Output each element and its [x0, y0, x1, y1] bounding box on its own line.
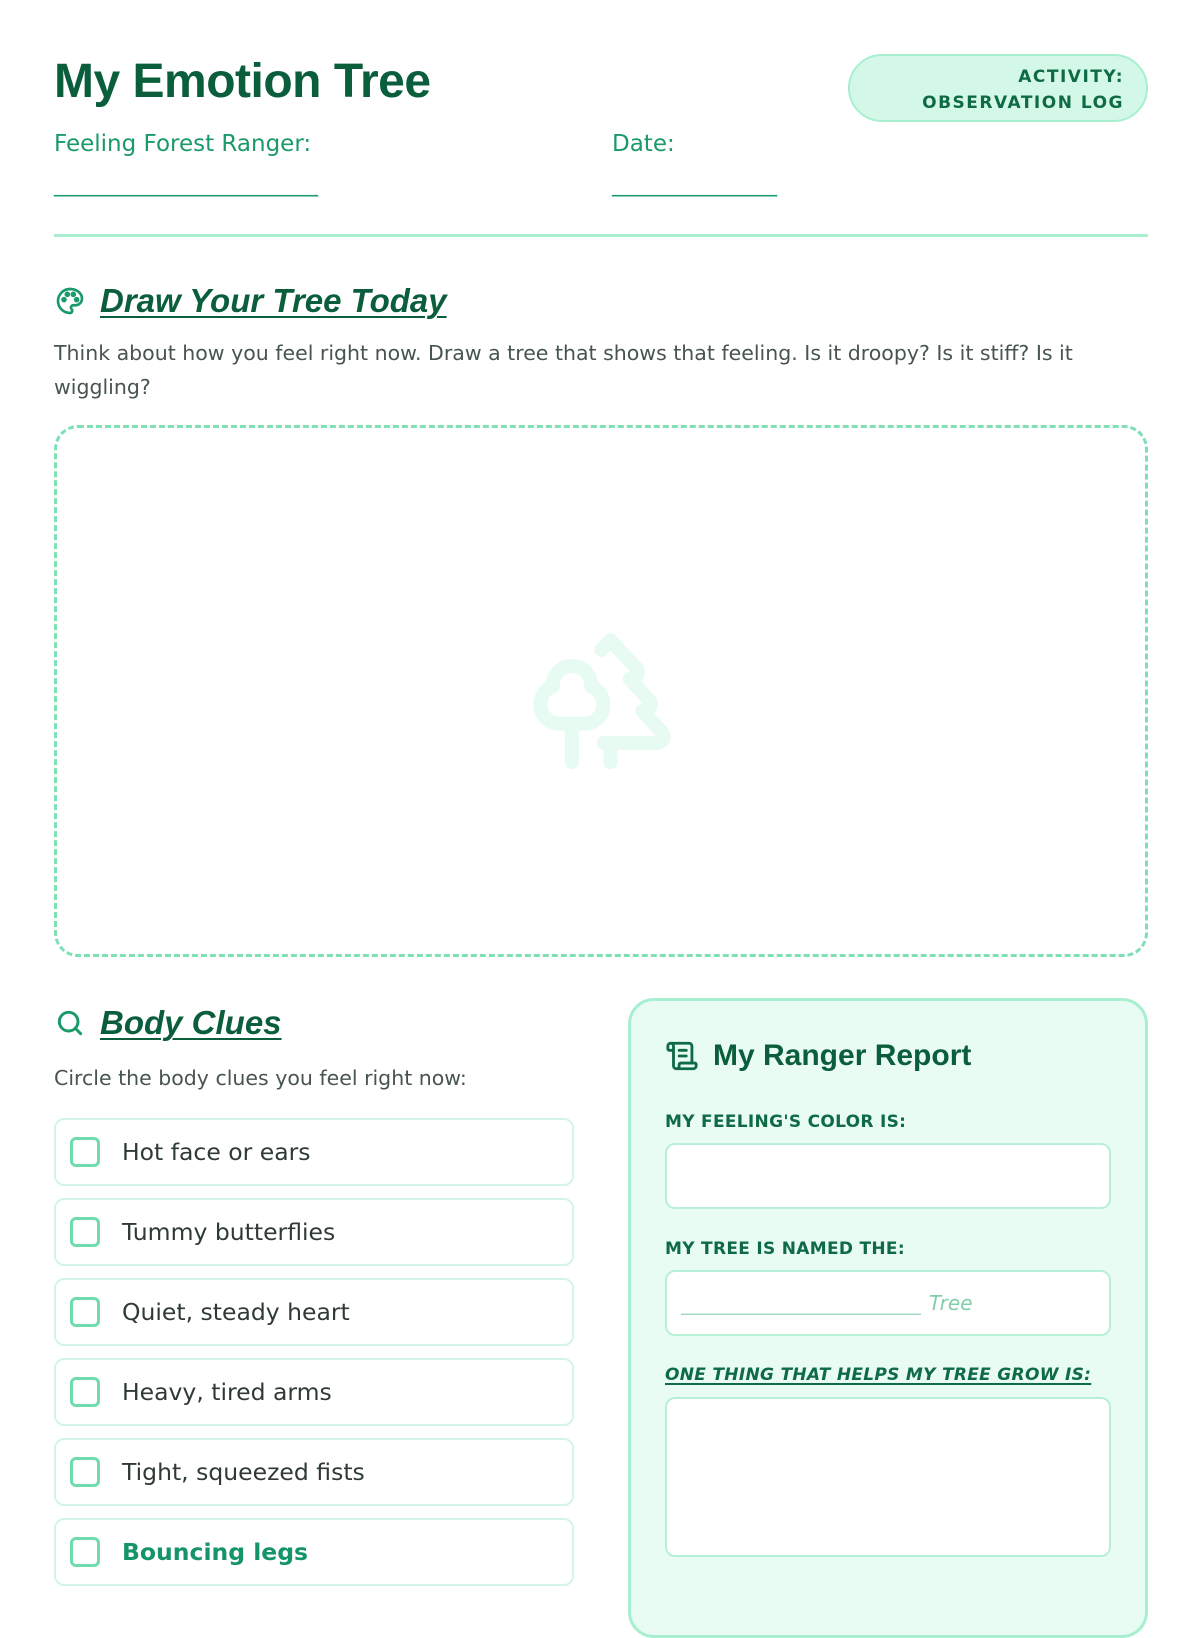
- feeling-color-label: MY FEELING'S COLOR IS:: [665, 1112, 907, 1132]
- ranger-report-card: [628, 998, 1148, 1638]
- clue-label: Tight, squeezed fists: [122, 1458, 365, 1486]
- clue-item-tired-arms[interactable]: [54, 1358, 574, 1426]
- ranger-report-title: My Ranger Report: [713, 1039, 972, 1072]
- clue-checkbox[interactable]: [70, 1537, 100, 1567]
- feeling-color-input[interactable]: [665, 1143, 1111, 1209]
- activity-badge: [848, 54, 1148, 122]
- body-clues-title: Body Clues: [100, 1004, 282, 1041]
- scroll-icon: [665, 1039, 699, 1073]
- clue-checkbox[interactable]: [70, 1137, 100, 1167]
- clue-label: Tummy butterflies: [122, 1218, 336, 1246]
- draw-instructions: Think about how you feel right now. Draw a tree that shows that feeling. Is it droopy? Is it stiff? Is it wiggling?: [54, 341, 1073, 399]
- ranger-name-label: Feeling Forest Ranger:: [54, 131, 312, 157]
- clue-label: Hot face or ears: [122, 1138, 311, 1166]
- tree-name-label: MY TREE IS NAMED THE:: [665, 1239, 905, 1259]
- clue-checkbox[interactable]: [70, 1457, 100, 1487]
- body-clues-list: [54, 1118, 574, 1598]
- tree-name-input[interactable]: [665, 1270, 1111, 1336]
- page-title: My Emotion Tree: [54, 55, 431, 108]
- clue-label: Quiet, steady heart: [122, 1298, 350, 1326]
- ranger-report-heading: [665, 1039, 971, 1073]
- date-label: Date:: [612, 131, 675, 157]
- header-divider: [54, 234, 1148, 237]
- badge-line-activity: ACTIVITY:: [1018, 67, 1124, 87]
- helps-grow-input[interactable]: [665, 1397, 1111, 1557]
- clue-item-steady-heart[interactable]: [54, 1278, 574, 1346]
- helps-grow-label: ONE THING THAT HELPS MY TREE GROW IS:: [665, 1365, 1092, 1385]
- worksheet-page: [54, 0, 1148, 1600]
- draw-section-title: Draw Your Tree Today: [100, 282, 447, 319]
- clue-label: Bouncing legs: [122, 1538, 309, 1566]
- drawing-area[interactable]: [54, 425, 1148, 957]
- clue-item-hot-face[interactable]: [54, 1118, 574, 1186]
- palette-icon: [54, 285, 86, 317]
- badge-line-type: OBSERVATION LOG: [922, 93, 1124, 113]
- date-field[interactable]: _______________: [612, 172, 777, 197]
- tree-name-blank: ________________________: [681, 1291, 921, 1315]
- body-clues-heading: [54, 1004, 282, 1042]
- body-clues-prompt: Circle the body clues you feel right now:: [54, 1066, 467, 1090]
- clue-label: Heavy, tired arms: [122, 1378, 332, 1406]
- clue-item-tummy-butterflies[interactable]: [54, 1198, 574, 1266]
- clue-checkbox[interactable]: [70, 1217, 100, 1247]
- clue-checkbox[interactable]: [70, 1377, 100, 1407]
- clue-checkbox[interactable]: [70, 1297, 100, 1327]
- clue-item-bouncing-legs[interactable]: [54, 1518, 574, 1586]
- clue-item-squeezed-fists[interactable]: [54, 1438, 574, 1506]
- ranger-name-field[interactable]: ________________________: [54, 172, 318, 197]
- search-icon: [54, 1007, 86, 1039]
- trees-icon: [527, 621, 681, 775]
- tree-name-suffix: Tree: [929, 1291, 973, 1315]
- draw-section-heading: [54, 282, 447, 320]
